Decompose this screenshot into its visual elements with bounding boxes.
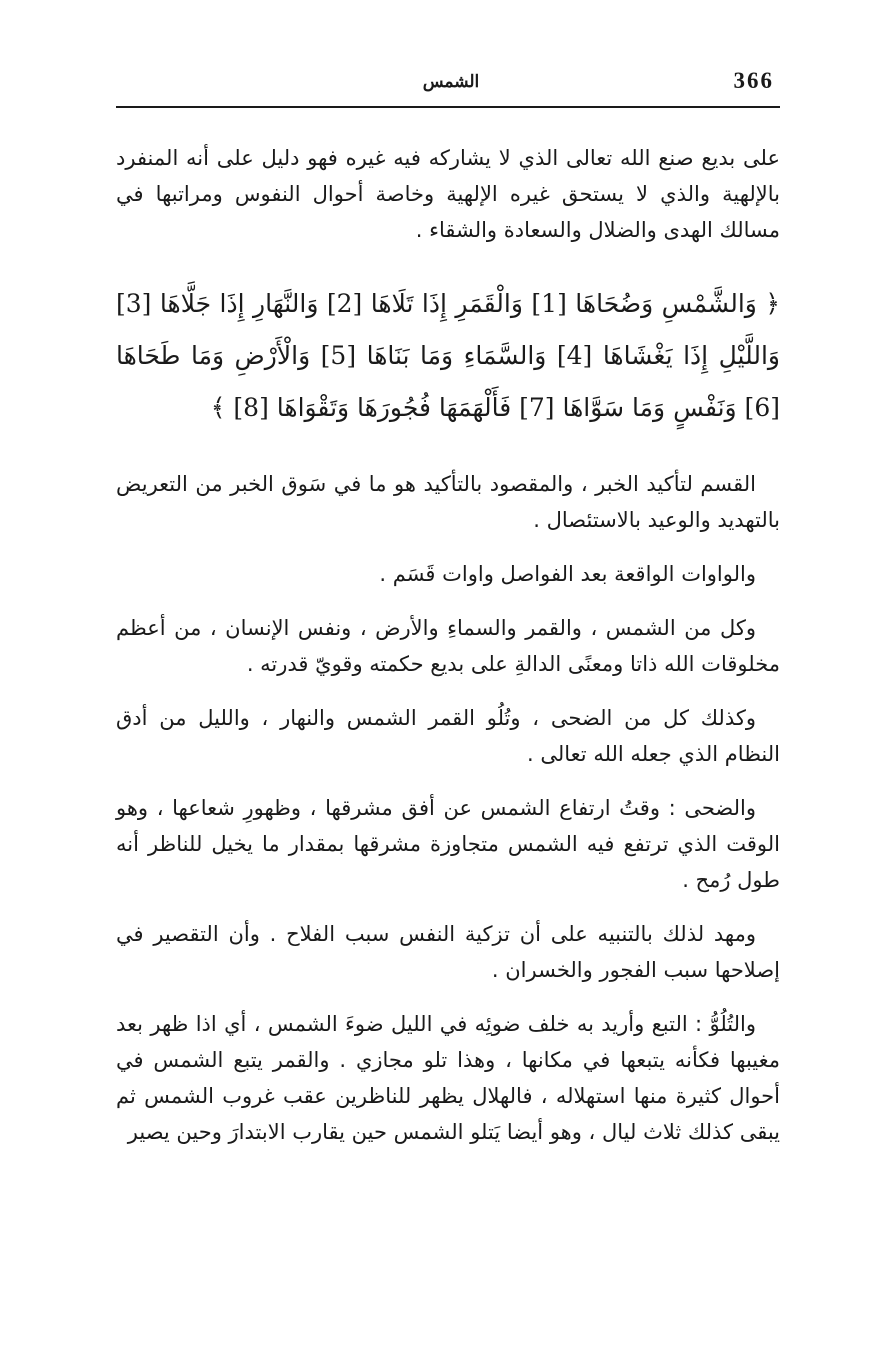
page-number: 366 — [733, 68, 774, 93]
paragraph: وكذلك كل من الضحى ، وتُلُو القمر الشمس والنهار ، والليل من أدق النظام الذي جعله الله تعالى . — [116, 706, 780, 766]
page-body — [116, 140, 780, 1168]
intro-paragraph: على بديع صنع الله تعالى الذي لا يشاركه فيه غيره فهو دليل على أنه المنفرد بالإلهية والذي لا يستحق غيره الإلهية وخاصة أحوال النفوس ومراتبها في مسالك الهدى والضلال والسعادة والشقاء . — [116, 146, 780, 242]
paragraph: ومهد لذلك بالتنبيه على أن تزكية النفس سبب الفلاح . وأن التقصير في إصلاحها سبب الفجور والخسران . — [116, 922, 780, 982]
page-header — [116, 62, 780, 108]
paragraph: والتُلُوُّ : التبع وأريد به خلف ضوئِه في الليل ضوءَ الشمس ، أي اذا ظهر بعد مغيبها فكأنه يتبعها في مكانها ، وهذا تلو مجازي . والقمر يتبع الشمس في أحوال كثيرة منها استهلاله ، فالهلال يظهر للناظرين عقب غروب الشمس ثم يبقى كذلك ثلاث ليال ، وهو أيضا يَتلو الشمس حين يقارب الابتدارَ وحين يصير — [116, 1012, 780, 1144]
quran-verse-block: ﴿ وَالشَّمْسِ وَضُحَاهَا [1] وَالْقَمَرِ إِذَا تَلَاهَا [2] وَالنَّهَارِ إِذَا جَلَّاهَا [3] وَاللَّيْلِ إِذَا يَغْشَاهَا [4] وَالسَّمَاءِ وَمَا بَنَاهَا [5] وَالْأَرْضِ وَمَا طَحَاهَا [6] وَنَفْسٍ وَمَا سَوَّاهَا [7] فَأَلْهَمَهَا فُجُورَهَا وَتَقْوَاهَا [8] ﴾ — [116, 289, 780, 422]
paragraph: والضحى : وقتُ ارتفاع الشمس عن أفق مشرقها ، وظهورِ شعاعها ، وهو الوقت الذي ترتفع فيه الشمس متجاوزة مشرقها بمقدار ما يخيل للناظر أنه طول رُمح . — [116, 796, 780, 892]
paragraph: والواوات الواقعة بعد الفواصل واوات قَسَم . — [379, 562, 756, 586]
running-title: الشمس — [422, 72, 480, 92]
paragraph: القسم لتأكيد الخبر ، والمقصود بالتأكيد هو ما في سَوق الخبر من التعريض بالتهديد والوعيد بالاستئصال . — [116, 472, 780, 532]
paragraph: وكل من الشمس ، والقمر والسماءِ والأرض ، ونفس الإنسان ، من أعظم مخلوقات الله ذاتا ومعنًى الدالةِ على بديع حكمته وقويّ قدرته . — [116, 616, 780, 676]
